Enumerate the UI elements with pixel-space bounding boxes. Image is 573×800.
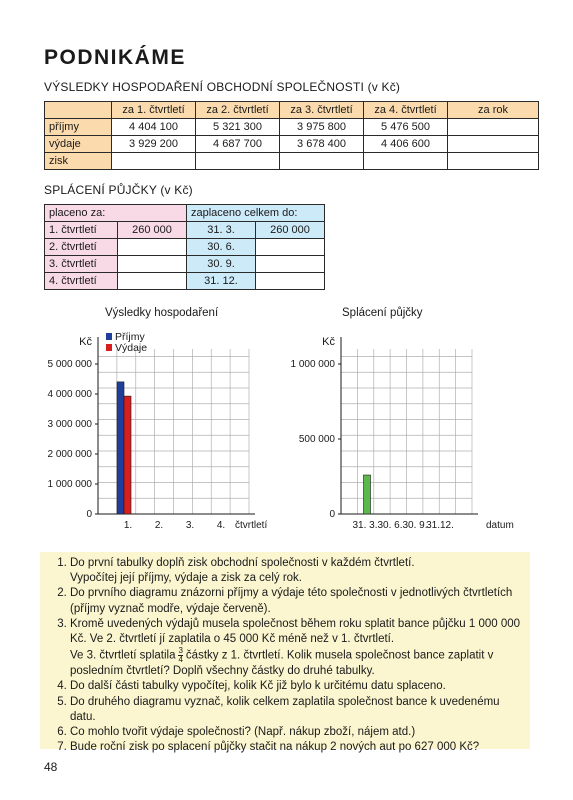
corner-cell <box>45 102 112 119</box>
page-title: PODNIKÁME <box>44 46 186 69</box>
table-cell: 4 404 100 <box>112 119 196 136</box>
table-cell: 3 929 200 <box>112 136 196 153</box>
y-tick-label: 4 000 000 <box>47 389 92 400</box>
task-item: 2. Do prvního diagramu znázorni příjmy a výdaje této společnosti v jednotlivých čtvrtletích (příjmy vyznač modře, výdaje červeně). <box>70 586 524 616</box>
bar-splaceno <box>364 475 371 514</box>
y-tick-label: 5 000 000 <box>47 359 92 370</box>
y-tick-label: 2 000 000 <box>47 449 92 460</box>
x-tick-label: 30. 6. <box>377 520 403 531</box>
y-tick-label: 1 000 000 <box>290 359 335 370</box>
x-tick-label: 4. <box>216 520 226 531</box>
table-cell: 5 476 500 <box>364 119 448 136</box>
table-cell: 3 975 800 <box>280 119 364 136</box>
table-cell <box>364 153 448 170</box>
y-tick-label: 1 000 000 <box>47 479 92 490</box>
x-axis-label: datum <box>486 520 514 531</box>
table-cell <box>280 153 364 170</box>
table-cell <box>118 256 187 273</box>
table-cell: 260 000 <box>256 222 325 239</box>
table-row <box>45 136 539 153</box>
table-cell: 5 321 300 <box>196 119 280 136</box>
bar-příjmy <box>117 382 124 514</box>
task-item: 7. Bude roční zisk po splacení půjčky stačit na nákup 2 nových aut po 627 000 Kč? <box>70 740 524 755</box>
column-header: za 1. čtvrtletí <box>112 102 196 119</box>
table-cell <box>118 239 187 256</box>
legend-swatch <box>106 344 112 351</box>
row-label: 2. čtvrtletí <box>45 239 118 256</box>
table-cell <box>448 119 539 136</box>
task-list <box>40 552 530 754</box>
task-item: 4. Do další části tabulky vypočítej, kolik Kč již bylo k určitému datu splaceno. <box>70 679 524 694</box>
task-item: 3. Kromě uvedených výdajů musela společnost během roku splatit bance půjčku 1 000 000 Kč. Ve 2. čtvrtletí jí zaplatila o 45 000 Kč méně než v 1. čtvrtletí. Ve 3. čtvrtletí splatila $\frac{3}{4}$ částky z 1. čtvrtletí. Kolik musela společnost bance zaplatit v posledním čtvrtletí? Doplň všechny částky do druhé tabulky. <box>70 617 524 680</box>
column-header: za 4. čtvrtletí <box>364 102 448 119</box>
table-cell: 3 678 400 <box>280 136 364 153</box>
table-row <box>45 256 325 273</box>
legend-label: Příjmy <box>115 331 145 343</box>
table-cell: 4 687 700 <box>196 136 280 153</box>
table-cell: 30. 9. <box>187 256 256 273</box>
task-item: 6. Co mohlo tvořit výdaje společnosti? (Např. nákup zboží, nájem atd.) <box>70 725 524 740</box>
table1-heading: VÝSLEDKY HOSPODAŘENÍ OBCHODNÍ SPOLEČNOSTI (v Kč) <box>44 80 401 94</box>
table-cell: 31. 3. <box>187 222 256 239</box>
bar-výdaje <box>124 396 131 514</box>
table-cell: 4 406 600 <box>364 136 448 153</box>
x-tick-label: 31. 3. <box>352 520 378 531</box>
x-tick-label: 1. <box>123 520 133 531</box>
table-cell <box>256 239 325 256</box>
row-label: 3. čtvrtletí <box>45 256 118 273</box>
x-tick-label: 2. <box>154 520 164 531</box>
results-chart <box>20 325 280 540</box>
legend-swatch <box>106 333 112 340</box>
table-cell: 30. 6. <box>187 239 256 256</box>
page-number: 48 <box>44 760 58 774</box>
table-row <box>45 119 539 136</box>
y-axis-label: Kč <box>79 336 92 348</box>
table-cell <box>112 153 196 170</box>
chart2-title: Splácení půjčky <box>342 307 423 319</box>
table-cell <box>256 256 325 273</box>
table-row <box>45 153 539 170</box>
row-label: výdaje <box>45 136 112 153</box>
y-tick-label: 0 <box>86 509 92 520</box>
x-tick-label: 3. <box>185 520 195 531</box>
y-axis-label: Kč <box>322 336 335 348</box>
row-label: zisk <box>45 153 112 170</box>
table-cell <box>118 273 187 290</box>
task-item: 5. Do druhého diagramu vyznač, kolik celkem zaplatila společnost bance k uvedenému datu. <box>70 695 524 725</box>
results-table <box>44 101 539 170</box>
loan-chart <box>290 325 530 540</box>
legend-label: Výdaje <box>115 342 148 354</box>
table-cell <box>448 153 539 170</box>
y-tick-label: 3 000 000 <box>47 419 92 430</box>
table2-heading: SPLÁCENÍ PŮJČKY (v Kč) <box>44 183 193 197</box>
y-tick-label: 500 000 <box>298 434 335 445</box>
column-header: za 2. čtvrtletí <box>196 102 280 119</box>
table-cell: 31. 12. <box>187 273 256 290</box>
table-row <box>45 239 325 256</box>
chart1-title: Výsledky hospodaření <box>105 307 219 319</box>
x-axis-label: čtvrtletí <box>235 520 268 531</box>
x-tick-label: 31.12. <box>426 520 454 531</box>
y-tick-label: 0 <box>329 509 335 520</box>
table-row <box>45 222 325 239</box>
column-header: za rok <box>448 102 539 119</box>
table-cell <box>256 273 325 290</box>
row-label: 1. čtvrtletí <box>45 222 118 239</box>
task-item: 1. Do první tabulky doplň zisk obchodní společnosti v každém čtvrtletí. Vypočítej její příjmy, výdaje a zisk za celý rok. <box>70 556 524 586</box>
column-header: placeno za: <box>45 205 187 222</box>
table-cell <box>448 136 539 153</box>
row-label: 4. čtvrtletí <box>45 273 118 290</box>
column-header: zaplaceno celkem do: <box>187 205 325 222</box>
fraction: $\frac{3}{4}$ <box>178 646 183 665</box>
x-tick-label: 30. 9. <box>402 520 428 531</box>
table-row <box>45 273 325 290</box>
loan-table <box>44 204 325 290</box>
column-header: za 3. čtvrtletí <box>280 102 364 119</box>
row-label: příjmy <box>45 119 112 136</box>
table-cell <box>196 153 280 170</box>
table-cell: 260 000 <box>118 222 187 239</box>
